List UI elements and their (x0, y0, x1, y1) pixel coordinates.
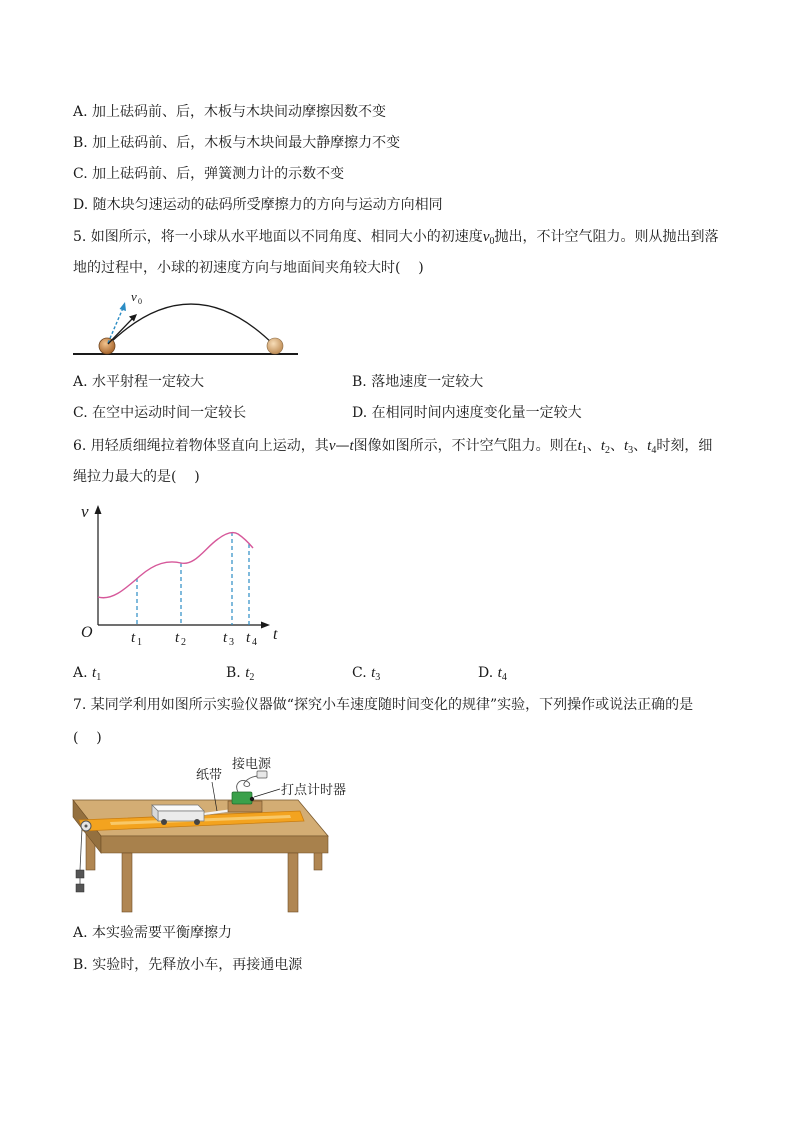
origin-label: O (81, 624, 93, 641)
q6-stem-t3-var: t (624, 438, 629, 454)
power-plug (257, 771, 267, 778)
q6-stem-t2-var: t (600, 438, 605, 454)
q5-stem-var: v (482, 229, 490, 245)
q6-option-c (352, 663, 380, 688)
velocity-arrowhead-dashed (120, 302, 127, 311)
tick-label-t4-var: t (246, 630, 251, 646)
tick-label-t3-var: t (223, 630, 228, 646)
q6-stem-t2-sub: 2 (605, 445, 610, 456)
y-axis-label: v (81, 502, 89, 521)
q5-stem-prefix: 5. 如图所示，将一小球从水平地面以不同角度、相同大小的初速度 (73, 229, 483, 245)
q6-stem-text2: 图像如图所示，不计空气阻力。则在 (353, 438, 578, 454)
hanging-string (80, 828, 82, 870)
hanging-weight-2 (76, 884, 84, 892)
q6-stem-t1-var: t (577, 438, 582, 454)
q6-option-c-letter: C. (352, 665, 372, 681)
q6-stem-line2: 绳拉力最大的是( ) (73, 469, 200, 485)
tape-label: 纸带 (196, 768, 223, 783)
q6-option-d-letter: D. (478, 665, 498, 681)
q6-option-c-sub: 3 (375, 672, 381, 683)
q4-option-b: B. 加上砝码前、后，木板与木块间最大静摩擦力不变 (73, 135, 401, 151)
q6-stem-t4-sub: 4 (651, 445, 657, 456)
tick-label-t1-var: t (131, 630, 136, 646)
q7-stem-line2: ( ) (73, 730, 102, 746)
q6-option-b (226, 663, 254, 688)
q6-stem-t: t (349, 438, 354, 454)
q6-option-d-var: t (497, 665, 502, 681)
tick-label-t3-sub: 3 (229, 637, 234, 648)
q6-option-d-sub: 4 (501, 672, 507, 683)
q5-option-d: D. 在相同时间内速度变化量一定较大 (352, 405, 582, 421)
vt-curve (98, 533, 253, 598)
q6-option-b-var: t (245, 665, 250, 681)
q4-option-d: D. 随木块匀速运动的砝码所受摩擦力的方向与运动方向相同 (73, 197, 443, 213)
power-label: 接电源 (232, 757, 272, 772)
q5-option-c: C. 在空中运动时间一定较长 (73, 405, 247, 421)
velocity-label-sub: 0 (138, 297, 142, 306)
tick-label-t2-sub: 2 (181, 637, 186, 648)
tick-label-t2-var: t (175, 630, 180, 646)
q6-option-c-var: t (371, 665, 376, 681)
trajectory-arc (107, 304, 275, 346)
q6-stem-text1: 6. 用轻质细绳拉着物体竖直向上运动，其 (73, 438, 329, 454)
q6-option-a-letter: A. (73, 665, 93, 681)
q6-option-b-letter: B. (226, 665, 246, 681)
table-leg-front-right (288, 853, 298, 912)
q6-stem-sep3: 、 (633, 438, 648, 454)
q5-stem-sub: 0 (489, 236, 495, 247)
q6-stem-text3: 时刻，细 (656, 438, 713, 454)
q6-stem-sep2: 、 (610, 438, 624, 454)
q5-option-b: B. 落地速度一定较大 (352, 374, 484, 390)
q5-stem-suffix: 抛出，不计空气阻力。则从抛出到落 (494, 229, 719, 245)
q6-option-a-sub: 1 (96, 672, 102, 683)
table-front-face (101, 836, 328, 853)
timer-label: 打点计时器 (281, 783, 347, 798)
q6-option-a (73, 663, 101, 688)
q6-stem-v: v (328, 438, 336, 454)
ball-launch (99, 338, 115, 354)
q6-stem-sep1: 、 (586, 438, 601, 454)
q6-option-b-sub: 2 (249, 672, 255, 683)
q6-option-d (478, 663, 507, 688)
y-axis-arrowhead (95, 505, 102, 514)
q4-option-c: C. 加上砝码前、后，弹簧测力计的示数不变 (73, 166, 345, 182)
q7-apparatus-figure (65, 750, 360, 918)
q4-option-a: A. 加上砝码前、后，木板与木块间动摩擦因数不变 (73, 104, 387, 120)
x-axis-arrowhead (261, 622, 270, 629)
q7-option-b: B. 实验时，先释放小车，再接通电源 (73, 957, 303, 973)
hanging-weight-1 (76, 870, 84, 878)
timer-needle (250, 797, 254, 801)
q5-stem-line1 (73, 227, 718, 252)
table-leg-front-left (122, 853, 132, 912)
tick-label-t1-sub: 1 (137, 637, 142, 648)
q6-option-a-var: t (92, 665, 97, 681)
timer-leader-line (254, 789, 280, 797)
q6-stem-t1-sub: 1 (581, 445, 587, 456)
velocity-label-var: v (131, 289, 137, 304)
cart-top (152, 805, 204, 811)
ball-landing (267, 338, 283, 354)
q6-stem-dash: — (335, 438, 350, 454)
q7-stem-line1: 7. 某同学利用如图所示实验仪器做“探究小车速度随时间变化的规律”实验，下列操作或说法正确的是 (73, 697, 694, 713)
q6-stem-line1 (73, 436, 712, 461)
x-axis-label: t (273, 626, 278, 643)
cart-wheel-left (161, 819, 167, 825)
pulley-axle (85, 825, 88, 828)
q6-stem-t3-sub: 3 (628, 445, 634, 456)
q5-projectile-figure (60, 280, 310, 365)
tick-label-t4-sub: 4 (252, 637, 257, 648)
q6-vt-graph (70, 495, 290, 650)
velocity-arrow-solid (108, 318, 133, 344)
q5-option-a: A. 水平射程一定较大 (73, 374, 205, 390)
q6-stem-t4-var: t (647, 438, 652, 454)
q5-stem-line2: 地的过程中，小球的初速度方向与地面间夹角较大时( ) (73, 260, 424, 276)
cart-wheel-right (194, 819, 200, 825)
timer-body (232, 792, 252, 804)
q7-option-a: A. 本实验需要平衡摩擦力 (73, 925, 233, 941)
power-wire (237, 776, 258, 792)
